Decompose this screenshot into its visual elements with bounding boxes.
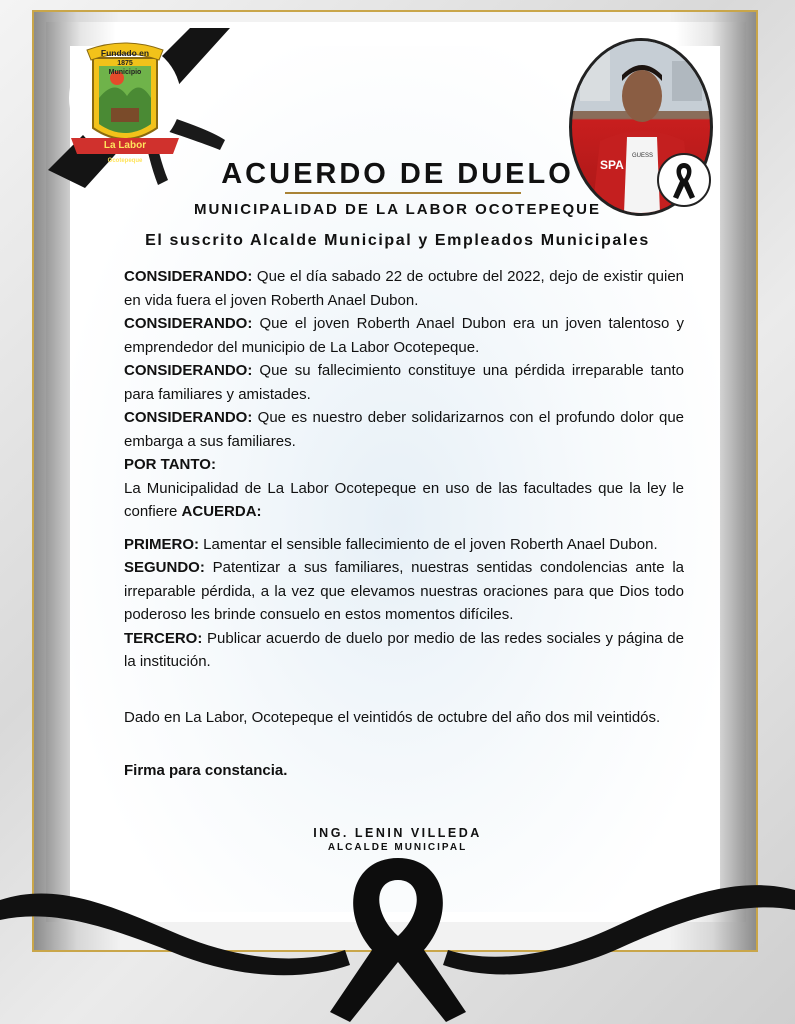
municipal-logo bbox=[65, 38, 185, 168]
primero-label: PRIMERO: bbox=[124, 535, 199, 553]
considerando-2 bbox=[124, 312, 684, 359]
tercero-label: TERCERO: bbox=[124, 629, 203, 647]
por-tanto-label: POR TANTO: bbox=[124, 456, 216, 473]
considerando-4-text: Que es nuestro deber solidarizarnos con el profundo dolor que embarga a sus familiares. bbox=[124, 409, 684, 450]
primero-text: Lamentar el sensible fallecimiento de el joven Roberth Anael Dubon. bbox=[199, 535, 658, 553]
considerando-4 bbox=[124, 406, 684, 453]
document-title: ACUERDO DE DUELO bbox=[221, 158, 574, 190]
firma-text: Firma para constancia. bbox=[124, 762, 288, 779]
por-tanto bbox=[124, 453, 684, 477]
segundo bbox=[124, 556, 684, 627]
tercero bbox=[124, 627, 684, 674]
signer-name: ING. LENIN VILLEDA bbox=[313, 826, 482, 840]
logo-banner: La Labor bbox=[103, 140, 147, 151]
tercero-text: Publicar acuerdo de duelo por medio de las redes sociales y página de la institución. bbox=[124, 629, 684, 670]
primero bbox=[124, 533, 684, 557]
considerando-4-label: CONSIDERANDO: bbox=[124, 409, 253, 426]
logo-top-text: Fundado en bbox=[100, 48, 150, 58]
considerando-3-text: Que su fallecimiento constituye una pérdida irreparable tanto para familiares y amistades. bbox=[124, 362, 684, 403]
municipalidad-text: La Municipalidad de La Labor Ocotepeque en uso de las facultades que la ley le confiere bbox=[124, 479, 684, 520]
signer-role: ALCALDE MUNICIPAL bbox=[327, 842, 468, 853]
considerando-2-label: CONSIDERANDO: bbox=[124, 315, 253, 332]
photo-shirt-text: SPA bbox=[600, 158, 624, 172]
segundo-label: SEGUNDO: bbox=[124, 559, 205, 576]
document-intro: El suscrito Alcalde Municipal y Empleados Municipales bbox=[145, 232, 650, 249]
considerando-2-text: Que el joven Roberth Anael Dubon era un joven talentoso y emprendedor del municipio de La Labor Ocotepeque. bbox=[124, 315, 684, 356]
considerando-1-label: CONSIDERANDO: bbox=[124, 268, 253, 285]
acuerda-label: ACUERDA: bbox=[181, 503, 262, 520]
logo-banner-sub: Ocotepeque bbox=[107, 158, 143, 164]
municipalidad-paragraph bbox=[124, 477, 684, 524]
logo-label: Municipio bbox=[108, 69, 142, 76]
title-divider bbox=[285, 192, 521, 194]
document-subtitle: MUNICIPALIDAD DE LA LABOR OCOTEPEQUE bbox=[193, 201, 601, 218]
considerando-1-text: Que el día sabado 22 de octubre del 2022, dejo de existir quien en vida fuera el joven Roberth Anael Dubon. bbox=[124, 268, 684, 309]
considerando-3 bbox=[124, 359, 684, 406]
firma-line bbox=[124, 759, 684, 783]
dado-paragraph: Dado en La Labor, Ocotepeque el veintidós de octubre del año dos mil veintidós. bbox=[124, 708, 661, 726]
considerando-1 bbox=[124, 265, 684, 312]
segundo-text: Patentizar a sus familiares, nuestras sentidas condolencias ante la irreparable pérdida, a la vez que elevamos nuestras oraciones para que Dios todo poderoso les brinde consuelo en estos momentos difíciles. bbox=[124, 559, 684, 623]
mourning-ribbon-icon bbox=[0, 850, 795, 1024]
document-body bbox=[124, 265, 684, 783]
logo-year: 1875 bbox=[117, 60, 133, 67]
considerando-3-label: CONSIDERANDO: bbox=[124, 362, 253, 379]
photo-brand: GUESS bbox=[632, 153, 654, 159]
